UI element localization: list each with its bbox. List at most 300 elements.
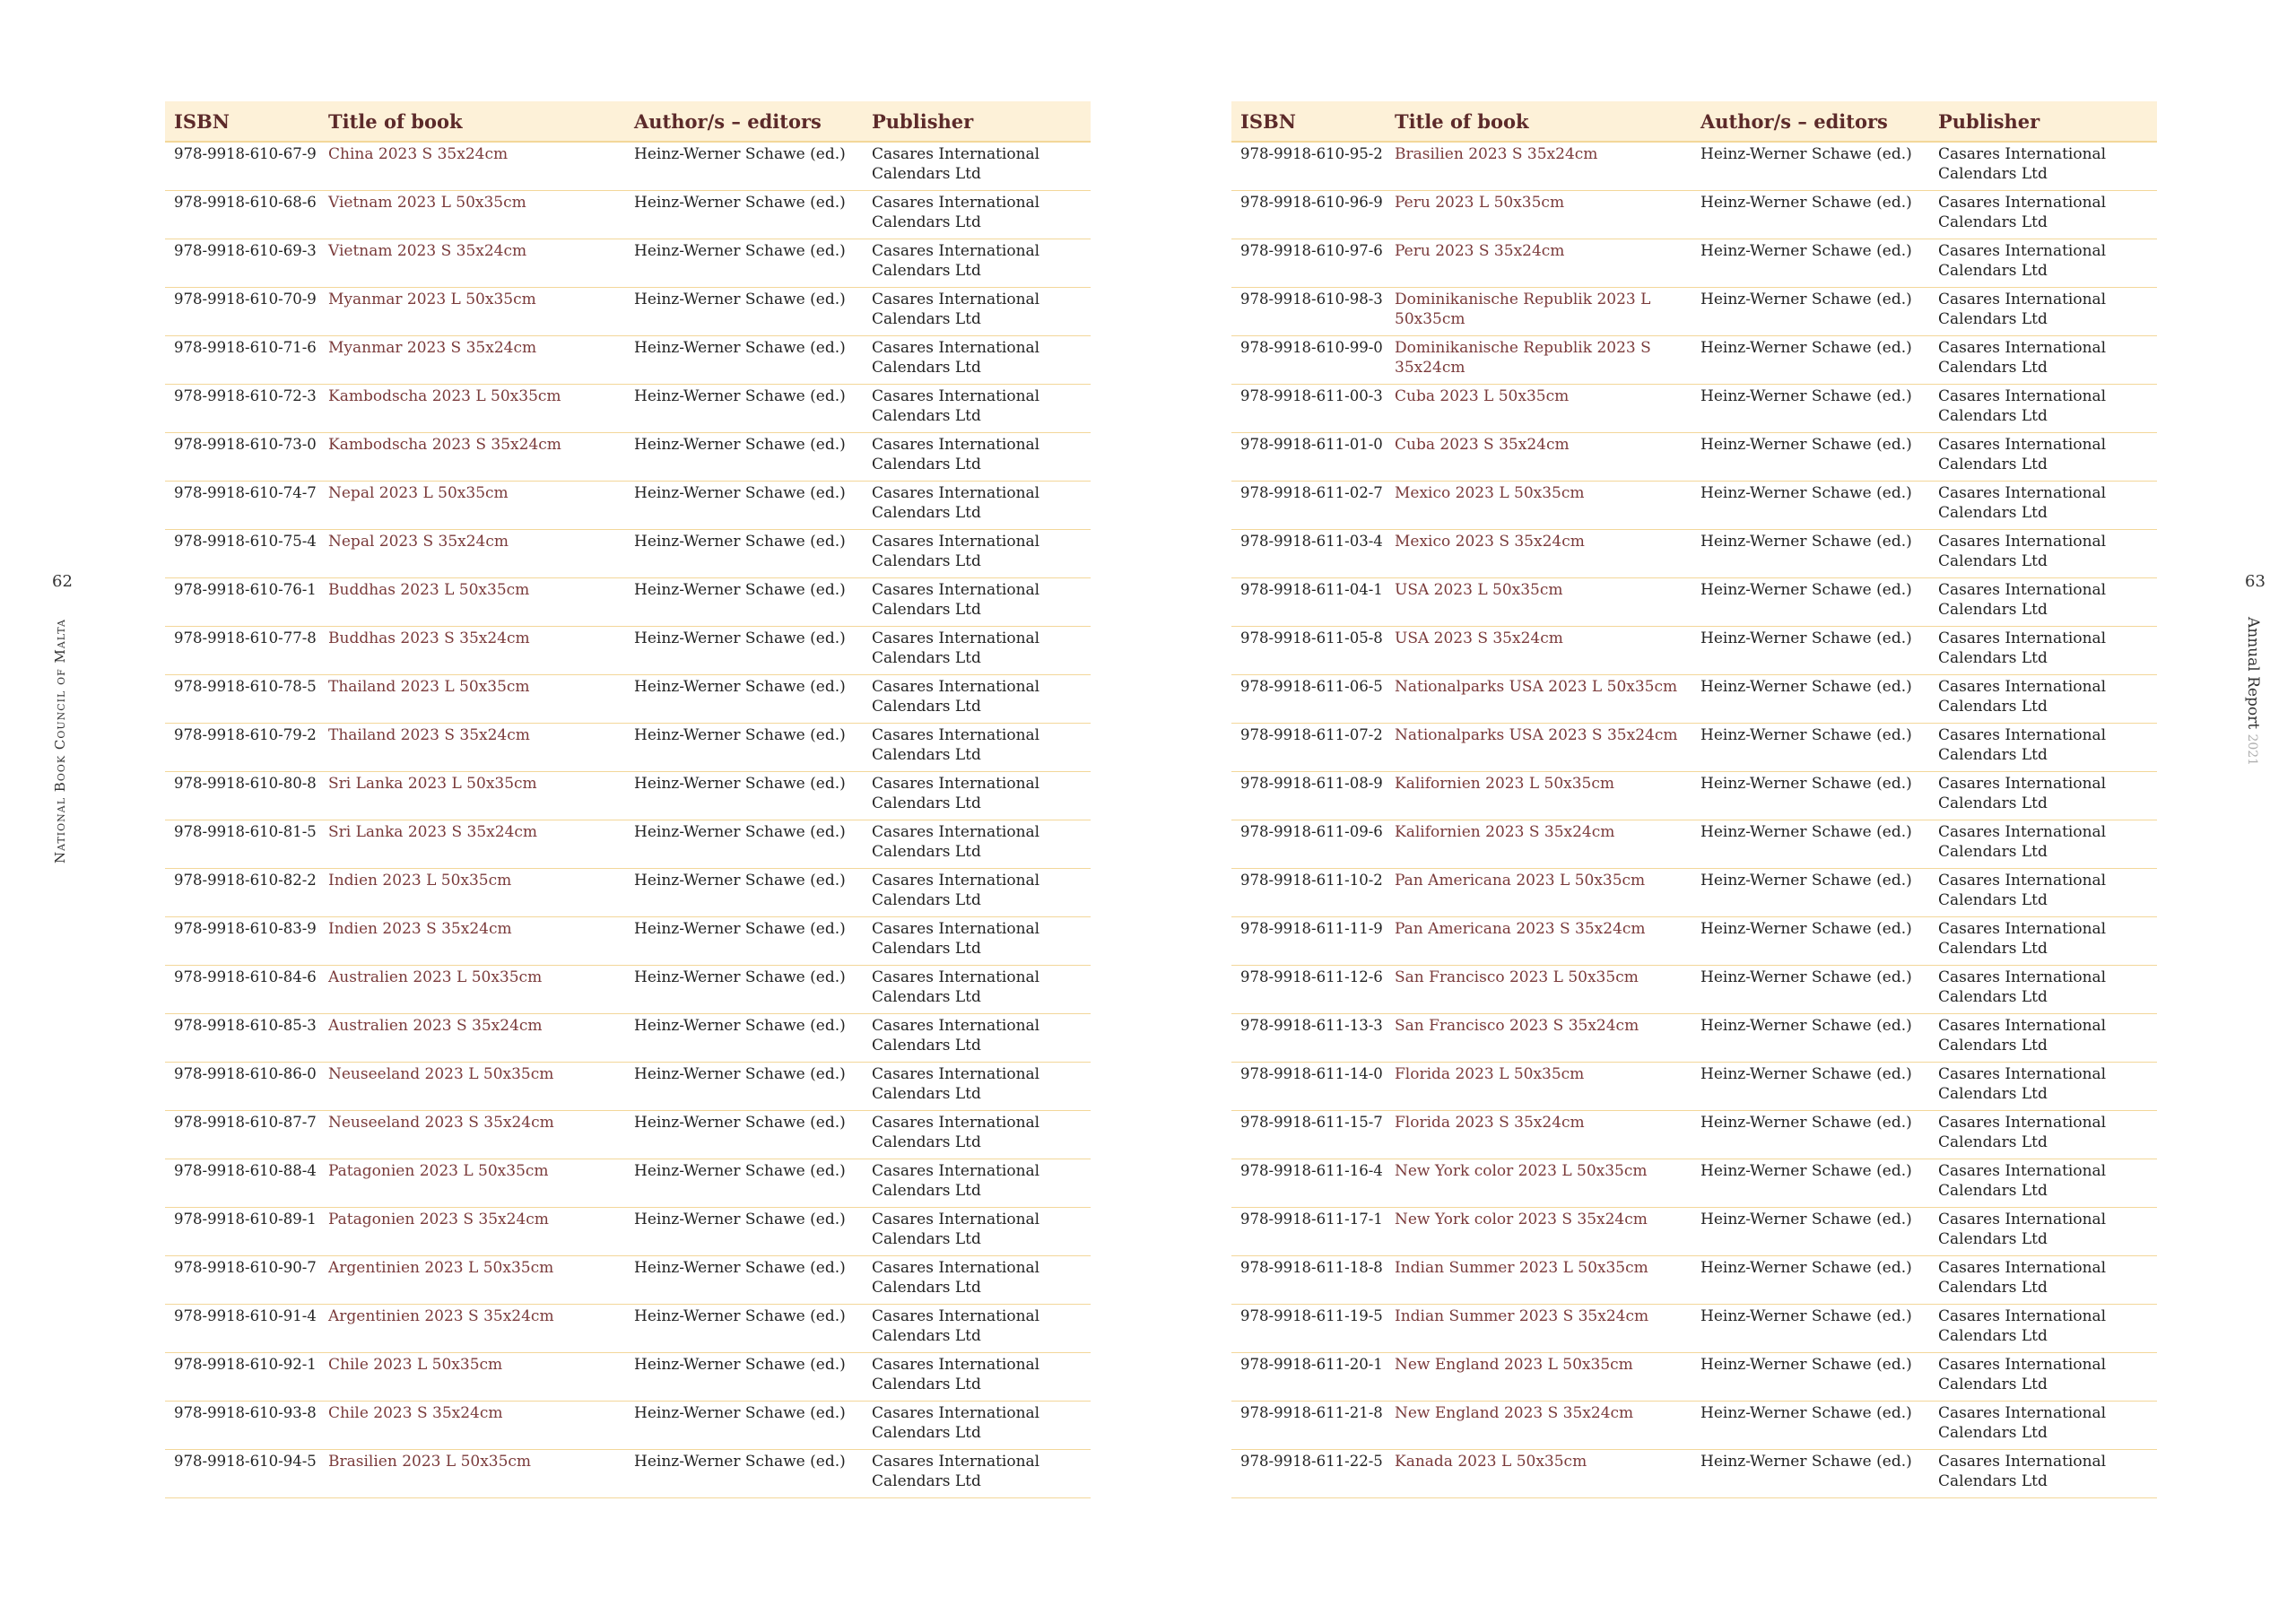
author-cell: Heinz-Werner Schawe (ed.) <box>625 626 863 674</box>
isbn-cell: 978-9918-610-97-6 <box>1231 239 1386 287</box>
publisher-cell: Casares International Calendars Ltd <box>1929 916 2157 965</box>
title-cell: USA 2023 L 50x35cm <box>1386 577 1692 626</box>
isbn-cell: 978-9918-610-68-6 <box>165 190 319 239</box>
table-row <box>165 1110 1091 1159</box>
table-row <box>165 1304 1091 1352</box>
title-cell: Chile 2023 S 35x24cm <box>319 1401 625 1449</box>
isbn-cell: 978-9918-611-19-5 <box>1231 1304 1386 1352</box>
author-cell: Heinz-Werner Schawe (ed.) <box>625 529 863 577</box>
table-row <box>1231 820 2157 868</box>
table-row <box>1231 868 2157 916</box>
publisher-cell: Casares International Calendars Ltd <box>1929 1110 2157 1159</box>
author-cell: Heinz-Werner Schawe (ed.) <box>1692 577 1929 626</box>
author-cell: Heinz-Werner Schawe (ed.) <box>625 916 863 965</box>
isbn-cell: 978-9918-610-85-3 <box>165 1013 319 1062</box>
table-row <box>165 1013 1091 1062</box>
author-cell: Heinz-Werner Schawe (ed.) <box>1692 481 1929 529</box>
publisher-cell: Casares International Calendars Ltd <box>863 1401 1091 1449</box>
table-row <box>1231 1110 2157 1159</box>
table-row <box>165 1159 1091 1207</box>
isbn-cell: 978-9918-610-95-2 <box>1231 142 1386 190</box>
publisher-cell: Casares International Calendars Ltd <box>1929 1352 2157 1401</box>
publisher-cell: Casares International Calendars Ltd <box>863 142 1091 190</box>
table-row <box>165 771 1091 820</box>
isbn-cell: 978-9918-610-88-4 <box>165 1159 319 1207</box>
table-row <box>1231 239 2157 287</box>
table-row <box>165 626 1091 674</box>
title-cell: Cuba 2023 S 35x24cm <box>1386 432 1692 481</box>
isbn-cell: 978-9918-611-02-7 <box>1231 481 1386 529</box>
table-row <box>1231 529 2157 577</box>
publisher-cell: Casares International Calendars Ltd <box>1929 529 2157 577</box>
title-cell: San Francisco 2023 L 50x35cm <box>1386 965 1692 1013</box>
isbn-cell: 978-9918-610-79-2 <box>165 723 319 771</box>
table-body-right <box>1231 142 2157 1497</box>
isbn-cell: 978-9918-610-69-3 <box>165 239 319 287</box>
table-row <box>165 820 1091 868</box>
publisher-cell: Casares International Calendars Ltd <box>863 626 1091 674</box>
publisher-cell: Casares International Calendars Ltd <box>1929 1304 2157 1352</box>
isbn-table-left <box>165 101 1091 1498</box>
title-cell: Kambodscha 2023 L 50x35cm <box>319 384 625 432</box>
title-cell: Pan Americana 2023 L 50x35cm <box>1386 868 1692 916</box>
title-cell: Nepal 2023 L 50x35cm <box>319 481 625 529</box>
table-row <box>1231 190 2157 239</box>
title-cell: Myanmar 2023 S 35x24cm <box>319 335 625 384</box>
author-cell: Heinz-Werner Schawe (ed.) <box>1692 1352 1929 1401</box>
isbn-cell: 978-9918-611-01-0 <box>1231 432 1386 481</box>
title-cell: Nationalparks USA 2023 S 35x24cm <box>1386 723 1692 771</box>
title-cell: Neuseeland 2023 S 35x24cm <box>319 1110 625 1159</box>
isbn-cell: 978-9918-610-99-0 <box>1231 335 1386 384</box>
isbn-cell: 978-9918-610-82-2 <box>165 868 319 916</box>
title-cell: Vietnam 2023 L 50x35cm <box>319 190 625 239</box>
publisher-cell: Casares International Calendars Ltd <box>863 723 1091 771</box>
title-cell: New York color 2023 L 50x35cm <box>1386 1159 1692 1207</box>
publisher-cell: Casares International Calendars Ltd <box>863 1013 1091 1062</box>
table-row <box>1231 577 2157 626</box>
table-row <box>1231 1062 2157 1110</box>
title-cell: Buddhas 2023 S 35x24cm <box>319 626 625 674</box>
table-row <box>1231 771 2157 820</box>
isbn-cell: 978-9918-611-21-8 <box>1231 1401 1386 1449</box>
isbn-cell: 978-9918-610-89-1 <box>165 1207 319 1255</box>
running-head-year: 2021 <box>2245 733 2259 767</box>
publisher-cell: Casares International Calendars Ltd <box>1929 1401 2157 1449</box>
title-cell: Argentinien 2023 S 35x24cm <box>319 1304 625 1352</box>
title-cell: Peru 2023 S 35x24cm <box>1386 239 1692 287</box>
isbn-cell: 978-9918-610-81-5 <box>165 820 319 868</box>
publisher-cell: Casares International Calendars Ltd <box>1929 1449 2157 1497</box>
author-cell: Heinz-Werner Schawe (ed.) <box>625 965 863 1013</box>
author-cell: Heinz-Werner Schawe (ed.) <box>625 432 863 481</box>
author-cell: Heinz-Werner Schawe (ed.) <box>1692 1255 1929 1304</box>
author-cell: Heinz-Werner Schawe (ed.) <box>625 1255 863 1304</box>
isbn-cell: 978-9918-610-98-3 <box>1231 287 1386 335</box>
isbn-cell: 978-9918-610-70-9 <box>165 287 319 335</box>
title-cell: Thailand 2023 S 35x24cm <box>319 723 625 771</box>
table-row <box>165 239 1091 287</box>
title-cell: Indien 2023 S 35x24cm <box>319 916 625 965</box>
publisher-cell: Casares International Calendars Ltd <box>1929 1013 2157 1062</box>
title-cell: Pan Americana 2023 S 35x24cm <box>1386 916 1692 965</box>
isbn-cell: 978-9918-611-18-8 <box>1231 1255 1386 1304</box>
author-cell: Heinz-Werner Schawe (ed.) <box>1692 1159 1929 1207</box>
title-cell: USA 2023 S 35x24cm <box>1386 626 1692 674</box>
author-cell: Heinz-Werner Schawe (ed.) <box>1692 1449 1929 1497</box>
table-row <box>1231 432 2157 481</box>
title-cell: San Francisco 2023 S 35x24cm <box>1386 1013 1692 1062</box>
publisher-cell: Casares International Calendars Ltd <box>863 384 1091 432</box>
author-cell: Heinz-Werner Schawe (ed.) <box>625 1207 863 1255</box>
table-row <box>1231 384 2157 432</box>
isbn-cell: 978-9918-610-86-0 <box>165 1062 319 1110</box>
isbn-cell: 978-9918-610-80-8 <box>165 771 319 820</box>
author-cell: Heinz-Werner Schawe (ed.) <box>625 335 863 384</box>
isbn-cell: 978-9918-610-90-7 <box>165 1255 319 1304</box>
author-cell: Heinz-Werner Schawe (ed.) <box>625 287 863 335</box>
author-cell: Heinz-Werner Schawe (ed.) <box>625 674 863 723</box>
isbn-table-right <box>1231 101 2157 1498</box>
title-cell: Patagonien 2023 S 35x24cm <box>319 1207 625 1255</box>
isbn-cell: 978-9918-611-13-3 <box>1231 1013 1386 1062</box>
author-cell: Heinz-Werner Schawe (ed.) <box>625 577 863 626</box>
header-isbn: ISBN <box>1231 101 1386 142</box>
isbn-cell: 978-9918-611-00-3 <box>1231 384 1386 432</box>
isbn-cell: 978-9918-611-08-9 <box>1231 771 1386 820</box>
author-cell: Heinz-Werner Schawe (ed.) <box>1692 1062 1929 1110</box>
header-author: Author/s – editors <box>625 101 863 142</box>
table-row <box>1231 1207 2157 1255</box>
publisher-cell: Casares International Calendars Ltd <box>863 432 1091 481</box>
isbn-cell: 978-9918-611-06-5 <box>1231 674 1386 723</box>
author-cell: Heinz-Werner Schawe (ed.) <box>625 1401 863 1449</box>
publisher-cell: Casares International Calendars Ltd <box>863 1207 1091 1255</box>
author-cell: Heinz-Werner Schawe (ed.) <box>1692 723 1929 771</box>
title-cell: Nepal 2023 S 35x24cm <box>319 529 625 577</box>
isbn-cell: 978-9918-610-92-1 <box>165 1352 319 1401</box>
table-row <box>165 432 1091 481</box>
publisher-cell: Casares International Calendars Ltd <box>1929 384 2157 432</box>
title-cell: Myanmar 2023 L 50x35cm <box>319 287 625 335</box>
isbn-cell: 978-9918-610-76-1 <box>165 577 319 626</box>
isbn-cell: 978-9918-611-16-4 <box>1231 1159 1386 1207</box>
isbn-cell: 978-9918-611-04-1 <box>1231 577 1386 626</box>
author-cell: Heinz-Werner Schawe (ed.) <box>1692 916 1929 965</box>
title-cell: Florida 2023 S 35x24cm <box>1386 1110 1692 1159</box>
title-cell: Indien 2023 L 50x35cm <box>319 868 625 916</box>
table-header-row <box>165 101 1091 142</box>
table-row <box>165 529 1091 577</box>
author-cell: Heinz-Werner Schawe (ed.) <box>1692 1110 1929 1159</box>
publisher-cell: Casares International Calendars Ltd <box>1929 335 2157 384</box>
page-number-right: 63 <box>2245 572 2266 591</box>
publisher-cell: Casares International Calendars Ltd <box>863 1304 1091 1352</box>
author-cell: Heinz-Werner Schawe (ed.) <box>1692 239 1929 287</box>
title-cell: Kalifornien 2023 L 50x35cm <box>1386 771 1692 820</box>
title-cell: Florida 2023 L 50x35cm <box>1386 1062 1692 1110</box>
table-body-left <box>165 142 1091 1497</box>
publisher-cell: Casares International Calendars Ltd <box>1929 190 2157 239</box>
table-row <box>1231 965 2157 1013</box>
title-cell: Mexico 2023 S 35x24cm <box>1386 529 1692 577</box>
author-cell: Heinz-Werner Schawe (ed.) <box>1692 142 1929 190</box>
title-cell: Brasilien 2023 S 35x24cm <box>1386 142 1692 190</box>
author-cell: Heinz-Werner Schawe (ed.) <box>1692 626 1929 674</box>
isbn-cell: 978-9918-610-96-9 <box>1231 190 1386 239</box>
isbn-cell: 978-9918-611-12-6 <box>1231 965 1386 1013</box>
publisher-cell: Casares International Calendars Ltd <box>863 529 1091 577</box>
publisher-cell: Casares International Calendars Ltd <box>1929 577 2157 626</box>
publisher-cell: Casares International Calendars Ltd <box>1929 239 2157 287</box>
author-cell: Heinz-Werner Schawe (ed.) <box>1692 432 1929 481</box>
title-cell: Neuseeland 2023 L 50x35cm <box>319 1062 625 1110</box>
table-row <box>165 190 1091 239</box>
author-cell: Heinz-Werner Schawe (ed.) <box>625 1449 863 1497</box>
publisher-cell: Casares International Calendars Ltd <box>863 674 1091 723</box>
author-cell: Heinz-Werner Schawe (ed.) <box>625 481 863 529</box>
author-cell: Heinz-Werner Schawe (ed.) <box>1692 1013 1929 1062</box>
table-row <box>1231 723 2157 771</box>
table-row <box>1231 626 2157 674</box>
author-cell: Heinz-Werner Schawe (ed.) <box>625 142 863 190</box>
author-cell: Heinz-Werner Schawe (ed.) <box>1692 820 1929 868</box>
publisher-cell: Casares International Calendars Ltd <box>1929 1159 2157 1207</box>
table-header-row <box>1231 101 2157 142</box>
running-head-title: Annual Report <box>2244 617 2262 730</box>
table-row <box>1231 674 2157 723</box>
table-row <box>1231 287 2157 335</box>
publisher-cell: Casares International Calendars Ltd <box>863 916 1091 965</box>
title-cell: Patagonien 2023 L 50x35cm <box>319 1159 625 1207</box>
author-cell: Heinz-Werner Schawe (ed.) <box>1692 674 1929 723</box>
author-cell: Heinz-Werner Schawe (ed.) <box>625 1013 863 1062</box>
table-row <box>165 335 1091 384</box>
publisher-cell: Casares International Calendars Ltd <box>863 190 1091 239</box>
isbn-cell: 978-9918-610-94-5 <box>165 1449 319 1497</box>
isbn-cell: 978-9918-611-20-1 <box>1231 1352 1386 1401</box>
publisher-cell: Casares International Calendars Ltd <box>1929 481 2157 529</box>
title-cell: Australien 2023 S 35x24cm <box>319 1013 625 1062</box>
author-cell: Heinz-Werner Schawe (ed.) <box>625 771 863 820</box>
publisher-cell: Casares International Calendars Ltd <box>863 868 1091 916</box>
publisher-cell: Casares International Calendars Ltd <box>1929 1062 2157 1110</box>
title-cell: Indian Summer 2023 L 50x35cm <box>1386 1255 1692 1304</box>
publisher-cell: Casares International Calendars Ltd <box>863 481 1091 529</box>
table-row <box>1231 335 2157 384</box>
isbn-cell: 978-9918-611-07-2 <box>1231 723 1386 771</box>
publisher-cell: Casares International Calendars Ltd <box>1929 868 2157 916</box>
table-row <box>1231 1255 2157 1304</box>
header-title: Title of book <box>1386 101 1692 142</box>
isbn-cell: 978-9918-610-91-4 <box>165 1304 319 1352</box>
isbn-cell: 978-9918-610-83-9 <box>165 916 319 965</box>
publisher-cell: Casares International Calendars Ltd <box>1929 1207 2157 1255</box>
isbn-cell: 978-9918-611-05-8 <box>1231 626 1386 674</box>
author-cell: Heinz-Werner Schawe (ed.) <box>625 190 863 239</box>
table-row <box>165 723 1091 771</box>
isbn-cell: 978-9918-610-73-0 <box>165 432 319 481</box>
author-cell: Heinz-Werner Schawe (ed.) <box>1692 529 1929 577</box>
running-head-right <box>2244 617 2262 766</box>
table-row <box>165 674 1091 723</box>
author-cell: Heinz-Werner Schawe (ed.) <box>1692 1207 1929 1255</box>
isbn-cell: 978-9918-610-84-6 <box>165 965 319 1013</box>
publisher-cell: Casares International Calendars Ltd <box>863 771 1091 820</box>
author-cell: Heinz-Werner Schawe (ed.) <box>1692 384 1929 432</box>
publisher-cell: Casares International Calendars Ltd <box>1929 1255 2157 1304</box>
publisher-cell: Casares International Calendars Ltd <box>1929 287 2157 335</box>
author-cell: Heinz-Werner Schawe (ed.) <box>625 1304 863 1352</box>
publisher-cell: Casares International Calendars Ltd <box>863 820 1091 868</box>
table-row <box>1231 1401 2157 1449</box>
table-row <box>1231 1304 2157 1352</box>
publisher-cell: Casares International Calendars Ltd <box>1929 674 2157 723</box>
header-isbn: ISBN <box>165 101 319 142</box>
title-cell: Cuba 2023 L 50x35cm <box>1386 384 1692 432</box>
author-cell: Heinz-Werner Schawe (ed.) <box>625 868 863 916</box>
table-row <box>165 1255 1091 1304</box>
publisher-cell: Casares International Calendars Ltd <box>1929 626 2157 674</box>
publisher-cell: Casares International Calendars Ltd <box>1929 965 2157 1013</box>
title-cell: Buddhas 2023 L 50x35cm <box>319 577 625 626</box>
title-cell: Sri Lanka 2023 S 35x24cm <box>319 820 625 868</box>
isbn-cell: 978-9918-610-75-4 <box>165 529 319 577</box>
author-cell: Heinz-Werner Schawe (ed.) <box>625 723 863 771</box>
author-cell: Heinz-Werner Schawe (ed.) <box>1692 1401 1929 1449</box>
table-row <box>1231 1159 2157 1207</box>
author-cell: Heinz-Werner Schawe (ed.) <box>625 820 863 868</box>
isbn-cell: 978-9918-611-17-1 <box>1231 1207 1386 1255</box>
publisher-cell: Casares International Calendars Ltd <box>1929 432 2157 481</box>
title-cell: Indian Summer 2023 S 35x24cm <box>1386 1304 1692 1352</box>
isbn-cell: 978-9918-610-74-7 <box>165 481 319 529</box>
table-row <box>165 577 1091 626</box>
publisher-cell: Casares International Calendars Ltd <box>863 1255 1091 1304</box>
title-cell: Sri Lanka 2023 L 50x35cm <box>319 771 625 820</box>
table-row <box>165 1449 1091 1497</box>
table-row <box>165 1401 1091 1449</box>
isbn-cell: 978-9918-610-72-3 <box>165 384 319 432</box>
author-cell: Heinz-Werner Schawe (ed.) <box>1692 190 1929 239</box>
title-cell: Vietnam 2023 S 35x24cm <box>319 239 625 287</box>
table-row <box>1231 1352 2157 1401</box>
title-cell: Kambodscha 2023 S 35x24cm <box>319 432 625 481</box>
isbn-cell: 978-9918-610-77-8 <box>165 626 319 674</box>
table-row <box>165 142 1091 190</box>
table-row <box>165 481 1091 529</box>
title-cell: Kanada 2023 L 50x35cm <box>1386 1449 1692 1497</box>
title-cell: Thailand 2023 L 50x35cm <box>319 674 625 723</box>
publisher-cell: Casares International Calendars Ltd <box>863 1352 1091 1401</box>
isbn-cell: 978-9918-610-93-8 <box>165 1401 319 1449</box>
page-number-left: 62 <box>52 572 73 591</box>
author-cell: Heinz-Werner Schawe (ed.) <box>1692 965 1929 1013</box>
table-row <box>1231 142 2157 190</box>
table-row <box>165 868 1091 916</box>
title-cell: Mexico 2023 L 50x35cm <box>1386 481 1692 529</box>
publisher-cell: Casares International Calendars Ltd <box>863 1449 1091 1497</box>
isbn-cell: 978-9918-611-14-0 <box>1231 1062 1386 1110</box>
table-row <box>1231 1449 2157 1497</box>
header-publisher: Publisher <box>1929 101 2157 142</box>
publisher-cell: Casares International Calendars Ltd <box>863 1062 1091 1110</box>
title-cell: Nationalparks USA 2023 L 50x35cm <box>1386 674 1692 723</box>
title-cell: Brasilien 2023 L 50x35cm <box>319 1449 625 1497</box>
isbn-cell: 978-9918-611-15-7 <box>1231 1110 1386 1159</box>
table-row <box>165 384 1091 432</box>
author-cell: Heinz-Werner Schawe (ed.) <box>625 1159 863 1207</box>
isbn-cell: 978-9918-610-87-7 <box>165 1110 319 1159</box>
table-row <box>1231 1013 2157 1062</box>
title-cell: New England 2023 S 35x24cm <box>1386 1401 1692 1449</box>
isbn-cell: 978-9918-610-67-9 <box>165 142 319 190</box>
author-cell: Heinz-Werner Schawe (ed.) <box>625 384 863 432</box>
table-row <box>1231 916 2157 965</box>
publisher-cell: Casares International Calendars Ltd <box>1929 771 2157 820</box>
publisher-cell: Casares International Calendars Ltd <box>863 1110 1091 1159</box>
isbn-cell: 978-9918-611-09-6 <box>1231 820 1386 868</box>
title-cell: New England 2023 L 50x35cm <box>1386 1352 1692 1401</box>
author-cell: Heinz-Werner Schawe (ed.) <box>625 239 863 287</box>
isbn-cell: 978-9918-610-78-5 <box>165 674 319 723</box>
author-cell: Heinz-Werner Schawe (ed.) <box>625 1110 863 1159</box>
title-cell: China 2023 S 35x24cm <box>319 142 625 190</box>
table-row <box>165 916 1091 965</box>
publisher-cell: Casares International Calendars Ltd <box>863 335 1091 384</box>
publisher-cell: Casares International Calendars Ltd <box>1929 820 2157 868</box>
author-cell: Heinz-Werner Schawe (ed.) <box>625 1062 863 1110</box>
author-cell: Heinz-Werner Schawe (ed.) <box>1692 771 1929 820</box>
header-publisher: Publisher <box>863 101 1091 142</box>
publisher-cell: Casares International Calendars Ltd <box>863 965 1091 1013</box>
isbn-cell: 978-9918-611-03-4 <box>1231 529 1386 577</box>
table-row <box>1231 481 2157 529</box>
running-head-left: National Book Council of Malta <box>52 619 68 864</box>
isbn-cell: 978-9918-611-22-5 <box>1231 1449 1386 1497</box>
title-cell: Australien 2023 L 50x35cm <box>319 965 625 1013</box>
title-cell: Dominikanische Republik 2023 S 35x24cm <box>1386 335 1692 384</box>
publisher-cell: Casares International Calendars Ltd <box>863 577 1091 626</box>
publisher-cell: Casares International Calendars Ltd <box>863 1159 1091 1207</box>
table-row <box>165 1062 1091 1110</box>
table-row <box>165 1207 1091 1255</box>
isbn-cell: 978-9918-611-10-2 <box>1231 868 1386 916</box>
author-cell: Heinz-Werner Schawe (ed.) <box>1692 1304 1929 1352</box>
author-cell: Heinz-Werner Schawe (ed.) <box>1692 287 1929 335</box>
author-cell: Heinz-Werner Schawe (ed.) <box>1692 335 1929 384</box>
publisher-cell: Casares International Calendars Ltd <box>1929 142 2157 190</box>
publisher-cell: Casares International Calendars Ltd <box>863 287 1091 335</box>
table-row <box>165 287 1091 335</box>
title-cell: Chile 2023 L 50x35cm <box>319 1352 625 1401</box>
title-cell: Argentinien 2023 L 50x35cm <box>319 1255 625 1304</box>
title-cell: New York color 2023 S 35x24cm <box>1386 1207 1692 1255</box>
title-cell: Peru 2023 L 50x35cm <box>1386 190 1692 239</box>
author-cell: Heinz-Werner Schawe (ed.) <box>1692 868 1929 916</box>
table-row <box>165 1352 1091 1401</box>
table-row <box>165 965 1091 1013</box>
publisher-cell: Casares International Calendars Ltd <box>1929 723 2157 771</box>
title-cell: Kalifornien 2023 S 35x24cm <box>1386 820 1692 868</box>
title-cell: Dominikanische Republik 2023 L 50x35cm <box>1386 287 1692 335</box>
header-title: Title of book <box>319 101 625 142</box>
author-cell: Heinz-Werner Schawe (ed.) <box>625 1352 863 1401</box>
publisher-cell: Casares International Calendars Ltd <box>863 239 1091 287</box>
header-author: Author/s – editors <box>1692 101 1929 142</box>
isbn-cell: 978-9918-611-11-9 <box>1231 916 1386 965</box>
isbn-cell: 978-9918-610-71-6 <box>165 335 319 384</box>
